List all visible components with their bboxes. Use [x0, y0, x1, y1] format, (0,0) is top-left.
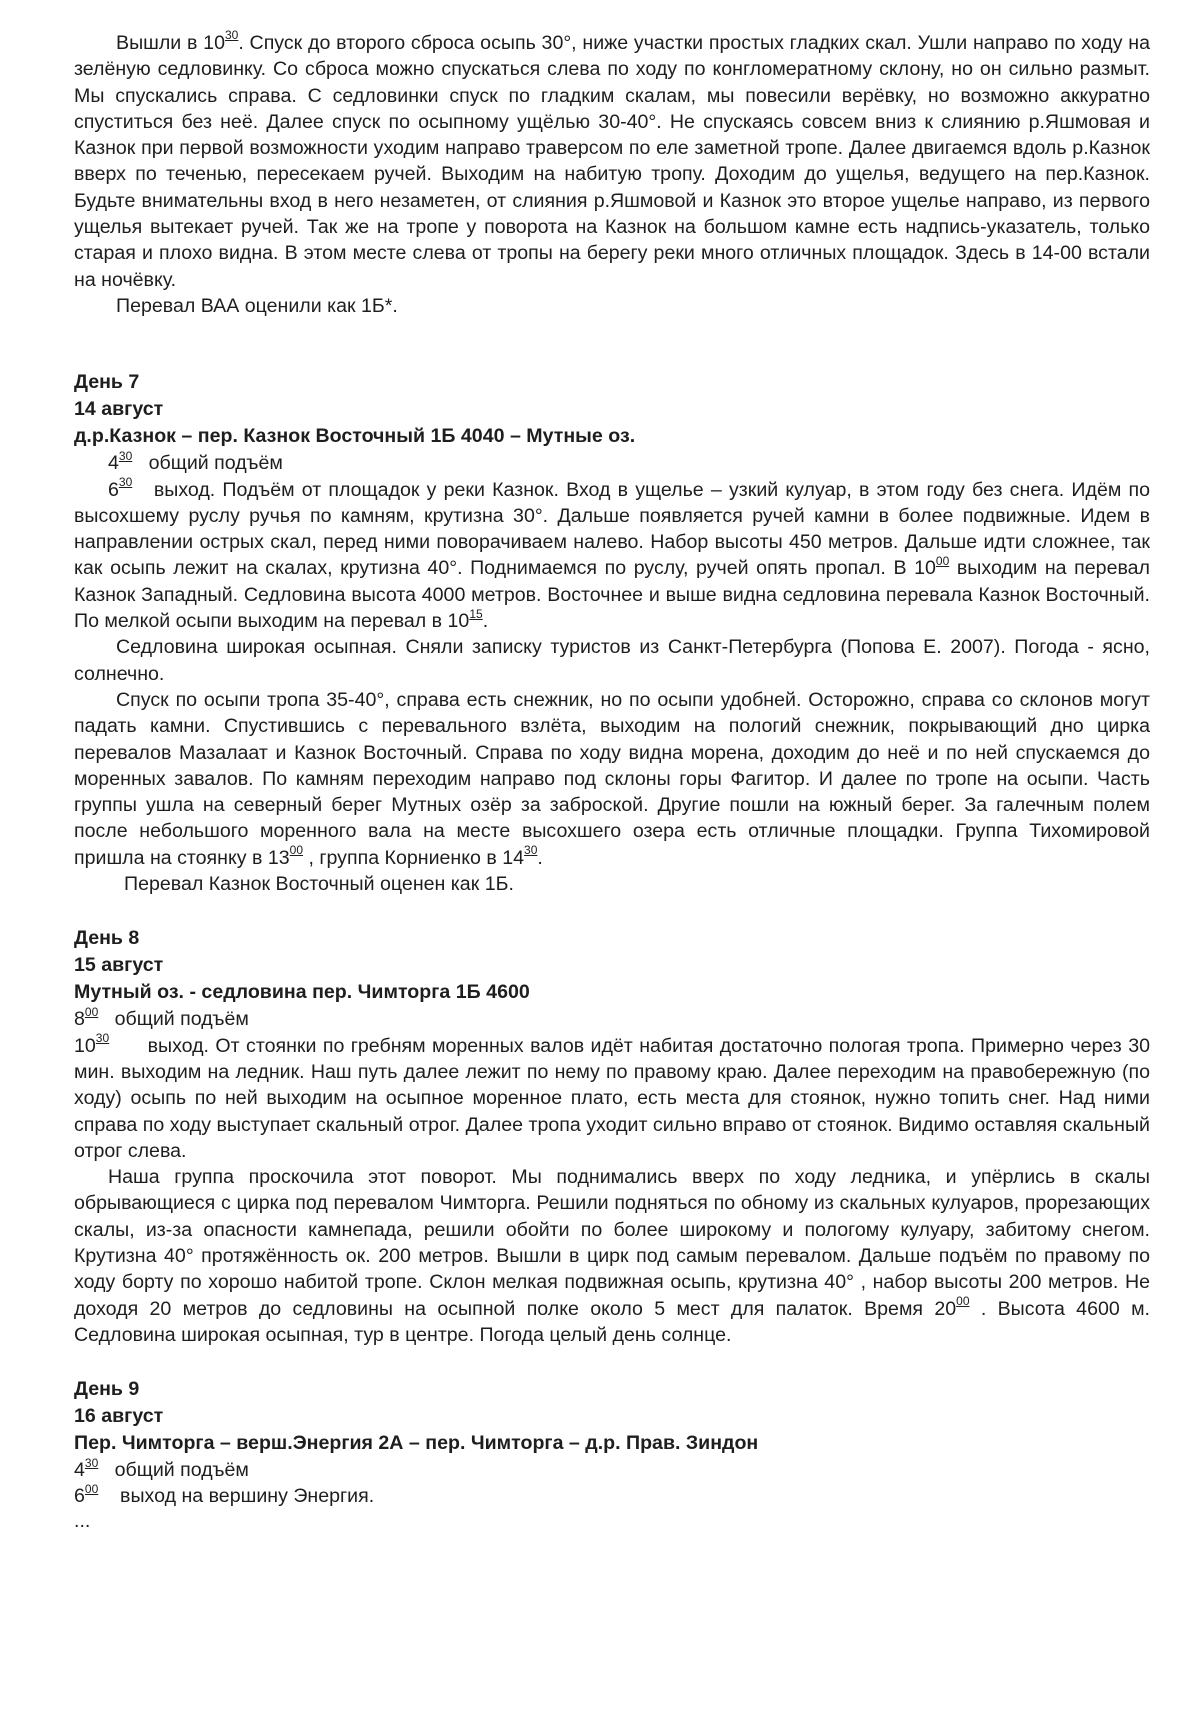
day-title: День 7	[74, 371, 140, 394]
paragraph-saddle: Седловина широкая осыпная. Сняли записку туристов из Санкт-Петербурга (Попова Е. 2007). Погода - ясно, солнечно.	[74, 636, 1150, 685]
text: Вышли в 10	[116, 32, 225, 54]
text: . Спуск до второго сброса осыпь 30°, ниже участки простых гладких скал. Ушли направо по ходу на зелёную седловинку. Со сброса можно спускаться слева по ходу по конгломератному склону, но он сильно размыт. Мы спускались справа. С седловинки спуск по гладким скалам, мы повесили верёвку, но возможно аккуратно спуститься без неё. Далее спуск по осыпному ущёлью 30-40°. Не спускаясь совсем вниз к слиянию р.Яшмовая и Казнок при первой возможности уходим направо траверсом по еле заметной тропе. Далее двигаемся вдоль р.Казнок вверх по теченью, пересекаем ручей. Выходим на набитую тропу. Доходим до ущелья, ведущего на пер.Казнок. Будьте внимательны вход в него незаметен, от слияния р.Яшмовой и Казнок это второе ущелье направо, из первого ущелья вытекает ручей. Так же на тропе у поворота на Казнок на большом камне есть надпись-указатель, только старая и плохо видна. В этом месте слева от тропы на берегу реки много отличных площадок. Здесь в 14-00 встали на ночёвку.	[74, 32, 1150, 291]
paragraph-descent	[74, 30, 1150, 293]
day-title: День 8	[74, 927, 140, 950]
exit-line: $6^{00}$ выход на вершину Энергия.	[74, 1481, 375, 1508]
day-route: Мутный оз. - седловина пер. Чимторга 1Б 4600	[74, 981, 530, 1004]
paragraph-route-day8: $10^{30}$ выход. От стоянки по гребням моренных валов идёт набитая достаточно пологая тропа. Примерно через 30 мин. выходим на ледник. Наш путь далее лежит по нему по правому краю. Далее переходим на правобережную (по ходу) осыпь по ней выходим на осыпное моренное плато, есть места для стоянок, нужно топить снег. Над ними справа по ходу выступает скальный отрог. Далее тропа уходит сильно вправо от стоянок. Видимо оставляя скальный отрог слева.	[74, 1031, 1150, 1162]
paragraph-pass-rating: Перевал ВАА оценили как 1Б*.	[116, 294, 398, 317]
wakeup-line: $8^{00}$ общий подъём	[74, 1004, 249, 1031]
day-title: День 9	[74, 1378, 140, 1401]
day-route: Пер. Чимторга – верш.Энергия 2А – пер. Чимторга – д.р. Прав. Зиндон	[74, 1432, 759, 1455]
wakeup-line: $4^{30}$ общий подъём	[108, 448, 283, 475]
day-date: 16 август	[74, 1405, 164, 1428]
time-minutes: 30	[224, 28, 239, 43]
paragraph-pass-rating-day7: Перевал Казнок Восточный оценен как 1Б.	[124, 873, 514, 896]
paragraph-descent-day7: Спуск по осыпи тропа 35-40°, справа есть снежник, но по осыпи удобней. Осторожно, справа со склонов могут падать камни. Спустившись с перевального взлёта, выходим на пологий снежник, покрывающий дно цирка перевалов Мазалаат и Казнок Восточный. Справа по ходу видна морена, доходим до неё и по ней спускаемся до моренных завалов. По камням переходим направо под склоны горы Фагитор. И далее по тропе на осыпи. Часть группы ушла на северный берег Мутных озёр за заброской. Другие пошли на южный берег. За галечным полем после небольшого моренного вала на месте высохшего озера есть отличные площадки. Группа Тихомировой пришла на стоянку в $13^{00}$ , группа Корниенко в $14^{30}$.	[74, 688, 1150, 869]
day-date: 14 август	[74, 398, 164, 421]
wakeup-line: $4^{30}$ общий подъём	[74, 1455, 249, 1482]
paragraph-climb-day8: Наша группа проскочила этот поворот. Мы поднимались вверх по ходу ледника, и упёрлись в скалы обрывающиеся с цирка под перевалом Чимторга. Решили подняться по обному из скальных кулуаров, прорезающих скалы, из-за опасности камнепада, решили обойти по более широкому и пологому кулуару, забитому снегом. Крутизна 40° протяжённость ок. 200 метров. Вышли в цирк под самым перевалом. Дальше подъём по правому по ходу борту по хорошо набитой тропе. Склон мелкая подвижная осыпь, крутизна 40° , набор высоты 200 метров. Не доходя 20 метров до седловины на осыпной полке около 5 мест для палаток. Время $20^{00}$ . Высота 4600 м. Седловина широкая осыпная, тур в центре. Погода целый день солнце.	[74, 1166, 1150, 1346]
paragraph-ascent: $6^{30}$ выход. Подъём от площадок у реки Казнок. Вход в ущелье – узкий кулуар, в этом году без снега. Идём по высохшему руслу ручья по камням, крутизна 30°. Дальше появляется ручей камни в более подвижные. Идем в направлении острых скал, перед ними поворачиваем налево. Набор высоты 450 метров. Дальше идти сложнее, так как осыпь лежит на скалах, крутизна 40°. Поднимаемся по руслу, ручей опять пропал. В $10^{00}$ выходим на перевал Казнок Западный. Седловина высота 4000 метров. Восточнее и выше видна седловина перевала Казнок Восточный. По мелкой осыпи выходим на перевал в $10^{15}$.	[74, 475, 1150, 633]
day-route: д.р.Казнок – пер. Казнок Восточный 1Б 4040 – Мутные оз.	[74, 425, 636, 448]
day-date: 15 август	[74, 954, 164, 977]
ellipsis: ...	[74, 1509, 91, 1532]
